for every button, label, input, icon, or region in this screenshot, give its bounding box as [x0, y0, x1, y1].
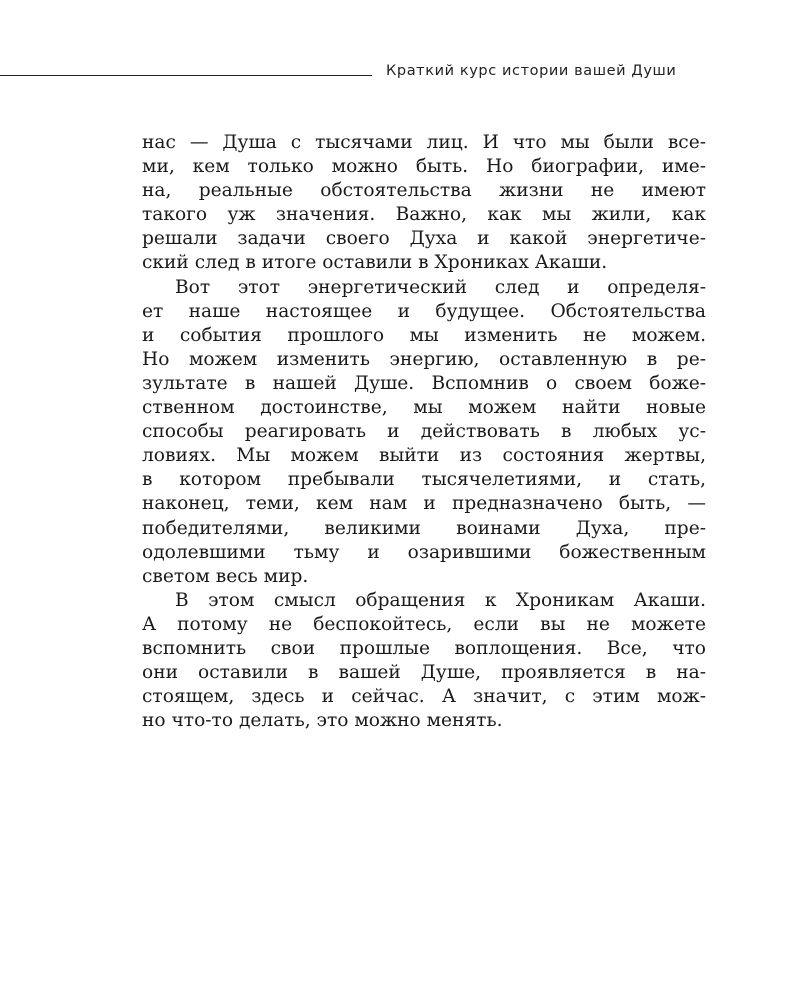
text-line: нас — Душа с тысячами лиц. И что мы были все-: [142, 132, 706, 153]
text-line: ми, кем только можно быть. Но биографии, име-: [142, 156, 706, 178]
text-line: ственном достоинстве, мы можем найти новые: [142, 397, 706, 419]
text-line: наконец, теми, кем нам и предназначено быть, —: [142, 493, 706, 515]
text-line: ский след в итоге оставили в Хрониках Акаши.: [142, 252, 608, 274]
text-line: А потому не беспокойтесь, если вы не можете: [142, 613, 706, 635]
running-header-title: Краткий курс истории вашей Души: [386, 63, 677, 79]
text-line: В этом смысл обращения к Хроникам Акаши.: [175, 589, 706, 611]
text-line: способы реагировать и действовать в любых ус-: [142, 421, 706, 443]
paragraph: [142, 131, 706, 276]
text-line: ет наше настоящее и будущее. Обстоятельства: [142, 300, 706, 322]
text-line: в котором пребывали тысячелетиями, и стать,: [142, 469, 706, 491]
text-line: стоящем, здесь и сейчас. А значит, с этим мож-: [142, 686, 706, 708]
text-line: победителями, великими воинами Духа, пре-: [142, 517, 706, 539]
text-line: решали задачи своего Духа и какой энергетиче-: [142, 228, 706, 250]
text-line: на, реальные обстоятельства жизни не имеют: [142, 180, 706, 202]
body-text: [142, 131, 706, 733]
paragraph: [142, 276, 706, 589]
text-line: они оставили в вашей Душе, проявляется в на-: [142, 662, 706, 684]
paragraph: [142, 589, 706, 734]
text-line: ловиях. Мы можем выйти из состояния жертвы,: [142, 445, 706, 467]
text-line: но что-то делать, это можно менять.: [142, 710, 503, 732]
text-line: такого уж значения. Важно, как мы жили, как: [142, 204, 706, 226]
text-line: Вот этот энергетический след и определя-: [175, 276, 706, 298]
text-line: и события прошлого мы изменить не можем.: [142, 324, 706, 346]
text-line: Но можем изменить энергию, оставленную в ре-: [142, 348, 706, 370]
header-rule: [0, 75, 372, 76]
running-header: [0, 62, 800, 86]
text-line: вспомнить свои прошлые воплощения. Все, что: [142, 637, 706, 659]
text-line: одолевшими тьму и озарившими божественным: [142, 541, 706, 563]
text-line: светом весь мир.: [142, 565, 309, 587]
text-line: зультате в нашей Душе. Вспомнив о своем боже-: [142, 372, 706, 394]
